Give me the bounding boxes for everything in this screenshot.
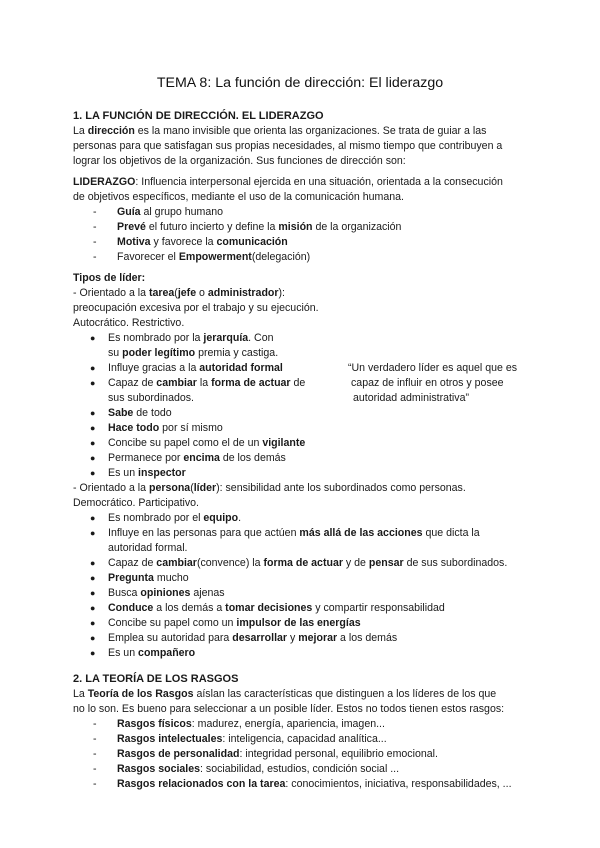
bold-term: LIDERAZGO	[73, 176, 136, 188]
tarea-leader-intro	[73, 286, 535, 331]
text-run: Emplea su autoridad para	[108, 632, 233, 644]
text-run: al grupo humano	[140, 206, 224, 218]
bold-term: Rasgos de personalidad	[117, 748, 240, 760]
text-line	[73, 175, 535, 190]
bullet-icon: ●	[90, 603, 96, 613]
bold-term: Rasgos físicos	[117, 718, 192, 730]
bold-term: jerarquía	[203, 332, 249, 344]
text-run: de objetivos específicos, mediante el uso de la comunicación humana.	[73, 191, 404, 203]
text-run: Influye en las personas para que actúen	[108, 527, 300, 539]
list-item	[73, 616, 535, 631]
list-item-continuation	[73, 541, 535, 556]
leader-quote: capaz de influir en otros y posee	[351, 377, 504, 389]
bold-term: Pregunta	[108, 572, 154, 584]
text-run: (convence) la	[196, 557, 264, 569]
text-run: el futuro incierto y define la	[145, 221, 279, 233]
text-run: (	[190, 482, 194, 494]
bullet-icon: ●	[90, 468, 96, 478]
text-run: Favorecer el	[117, 251, 179, 263]
list-item	[73, 717, 535, 732]
text-run: personas para que satisfagan sus propias necesidades, al mismo tiempo que contribuyen a	[73, 140, 503, 152]
list-item	[73, 466, 535, 481]
text-run: (delegación)	[251, 251, 311, 263]
text-run: de los demás	[219, 452, 286, 464]
bold-term: desarrollar	[232, 632, 288, 644]
bullet-icon: ●	[90, 648, 96, 658]
bold-term: Sabe	[108, 407, 134, 419]
bold-term: mejorar	[298, 632, 338, 644]
rasgos-list	[73, 717, 535, 792]
bullet-icon: ●	[90, 588, 96, 598]
bold-term: Rasgos intelectuales	[117, 733, 223, 745]
list-item	[73, 777, 535, 792]
bold-term: forma de actuar	[211, 377, 291, 389]
bold-term: Rasgos relacionados con la tarea	[117, 778, 286, 790]
text-run: : madurez, energía, apariencia, imagen...	[191, 718, 385, 730]
bold-term: poder legítimo	[122, 347, 196, 359]
text-run: es la mano invisible que orienta las organizaciones. Se trata de guiar a las	[134, 125, 487, 137]
bold-term: vigilante	[262, 437, 306, 449]
bold-term: Prevé	[117, 221, 146, 233]
text-run: y compartir responsabilidad	[312, 602, 445, 614]
text-line	[73, 139, 535, 154]
text-line	[73, 154, 535, 169]
bold-term: Empowerment	[178, 251, 252, 263]
bold-term: misión	[278, 221, 313, 233]
text-run: : sociabilidad, estudios, condición social ...	[200, 763, 400, 775]
text-line	[73, 286, 535, 301]
text-run: su	[108, 347, 123, 359]
text-line	[73, 481, 535, 496]
bold-term: autoridad formal	[199, 362, 283, 374]
bullet-icon: ●	[90, 558, 96, 568]
liderazgo-definition	[73, 175, 535, 205]
list-item	[73, 361, 535, 376]
list-item	[73, 250, 535, 265]
section-1-intro	[73, 124, 535, 169]
text-run: sus subordinados.	[108, 392, 194, 404]
list-item	[73, 205, 535, 220]
text-run: ajenas	[190, 587, 225, 599]
bullet-icon: ●	[90, 573, 96, 583]
bold-term: pensar	[368, 557, 404, 569]
bullet-icon: ●	[90, 513, 96, 523]
bullet-icon: ●	[90, 408, 96, 418]
list-item	[73, 451, 535, 466]
text-run: . Con	[248, 332, 274, 344]
text-run: de todo	[133, 407, 172, 419]
text-run: a los demás a	[153, 602, 226, 614]
text-run: Capaz de	[108, 557, 157, 569]
bold-term: opiniones	[140, 587, 191, 599]
list-item	[73, 406, 535, 421]
bold-term: cambiar	[156, 557, 197, 569]
text-run: preocupación excesiva por el trabajo y su ejecución.	[73, 302, 319, 314]
bold-term: cambiar	[156, 377, 197, 389]
text-run: - Orientado a la	[73, 482, 149, 494]
list-item	[73, 220, 535, 235]
list-item	[73, 511, 535, 526]
list-item	[73, 331, 535, 346]
text-run: aíslan las características que distinguen a los líderes de los que	[193, 688, 497, 700]
text-run: Es un	[108, 467, 139, 479]
bold-term: Hace todo	[108, 422, 160, 434]
text-run: y	[287, 632, 299, 644]
text-run: Autocrático. Restrictivo.	[73, 317, 185, 329]
text-run: de	[290, 377, 306, 389]
bullet-icon: ●	[90, 378, 96, 388]
text-run: no lo son. Es bueno para seleccionar a un posible líder. Estos no todos tienen estos rasgos:	[73, 703, 505, 715]
text-run: Busca	[108, 587, 141, 599]
text-line	[73, 124, 535, 139]
text-run: Concibe su papel como un	[108, 617, 237, 629]
bold-term: equipo	[203, 512, 239, 524]
tarea-leader-list	[73, 331, 535, 481]
list-item	[73, 436, 535, 451]
list-item	[73, 586, 535, 601]
text-line	[73, 702, 535, 717]
text-run: : inteligencia, capacidad analítica...	[222, 733, 387, 745]
text-line	[73, 316, 535, 331]
text-run: Es un	[108, 647, 139, 659]
bold-term: más allá de las acciones	[299, 527, 423, 539]
bullet-icon: ●	[90, 453, 96, 463]
text-run: por sí mismo	[159, 422, 223, 434]
text-run: mucho	[153, 572, 189, 584]
text-run: ): sensibilidad ante los subordinados como personas.	[216, 482, 466, 494]
bullet-icon: ●	[90, 423, 96, 433]
bold-term: tomar decisiones	[225, 602, 313, 614]
bold-term: Teoría de los Rasgos	[87, 688, 194, 700]
list-item	[73, 376, 535, 391]
text-run: Permanece por	[108, 452, 184, 464]
bullet-icon: ●	[90, 528, 96, 538]
text-run: que dicta la	[422, 527, 480, 539]
list-item	[73, 732, 535, 747]
text-run: a los demás	[337, 632, 398, 644]
bold-term: dirección	[87, 125, 135, 137]
bullet-icon: ●	[90, 363, 96, 373]
text-run: lograr los objetivos de la organización. Sus funciones de dirección son:	[73, 155, 406, 167]
text-run: : integridad personal, equilibrio emocional.	[239, 748, 438, 760]
text-run: - Orientado a la	[73, 287, 149, 299]
text-run: autoridad formal.	[108, 542, 188, 554]
text-run: o	[196, 287, 208, 299]
bullet-icon: ●	[90, 618, 96, 628]
bold-term: administrador	[207, 287, 279, 299]
document-body	[73, 104, 535, 792]
bullet-icon: ●	[90, 633, 96, 643]
list-item	[73, 646, 535, 661]
text-run: La	[73, 688, 88, 700]
text-run: de la organización	[312, 221, 402, 233]
bold-term: compañero	[138, 647, 196, 659]
bold-term: tarea	[148, 287, 175, 299]
tipos-de-lider-heading: Tipos de líder:	[73, 272, 146, 284]
bold-term: persona	[148, 482, 191, 494]
list-item	[73, 235, 535, 250]
section-2-heading: 2. LA TEORÍA DE LOS RASGOS	[73, 673, 239, 685]
text-run: La	[73, 125, 88, 137]
section-2-intro	[73, 687, 535, 717]
bullet-icon: ●	[90, 438, 96, 448]
text-run: la	[196, 377, 212, 389]
text-run: : Influencia interpersonal ejercida en una situación, orientada a la consecución	[135, 176, 503, 188]
bold-term: Motiva	[117, 236, 151, 248]
persona-leader-intro	[73, 481, 535, 511]
text-run: (	[174, 287, 178, 299]
text-run: de sus subordinados.	[403, 557, 508, 569]
text-line	[73, 190, 535, 205]
bold-term: Guía	[117, 206, 141, 218]
list-item	[73, 601, 535, 616]
bold-term: encima	[183, 452, 220, 464]
leader-quote: “Un verdadero líder es aquel que es	[348, 362, 518, 374]
text-run: Democrático. Participativo.	[73, 497, 199, 509]
text-run: : conocimientos, iniciativa, responsabilidades, ...	[285, 778, 512, 790]
leader-quote: autoridad administrativa”	[353, 392, 469, 404]
list-item	[73, 556, 535, 571]
list-item	[73, 571, 535, 586]
list-item	[73, 526, 535, 541]
list-item	[73, 631, 535, 646]
text-run: .	[238, 512, 242, 524]
text-run: ):	[278, 287, 285, 299]
bold-term: Rasgos sociales	[117, 763, 201, 775]
bold-term: impulsor de las energías	[236, 617, 361, 629]
leadership-functions-list	[73, 205, 535, 265]
bold-term: líder	[193, 482, 217, 494]
text-run: Es nombrado por el	[108, 512, 204, 524]
bold-term: forma de actuar	[263, 557, 343, 569]
persona-leader-list	[73, 511, 535, 661]
section-1-heading: 1. LA FUNCIÓN DE DIRECCIÓN. EL LIDERAZGO	[73, 110, 324, 122]
bold-term: inspector	[138, 467, 186, 479]
bold-term: jefe	[177, 287, 197, 299]
text-run: Influye gracias a la	[108, 362, 200, 374]
bullet-icon: ●	[90, 333, 96, 343]
bold-term: Conduce	[108, 602, 154, 614]
text-run: Capaz de	[108, 377, 157, 389]
list-item	[73, 762, 535, 777]
text-run: y de	[342, 557, 369, 569]
text-line	[73, 496, 535, 511]
list-item-continuation	[73, 391, 535, 406]
text-run: y favorece la	[150, 236, 217, 248]
bold-term: comunicación	[216, 236, 288, 248]
text-run: premia y castiga.	[195, 347, 279, 359]
list-item-continuation	[73, 346, 535, 361]
list-item	[73, 421, 535, 436]
text-line	[73, 301, 535, 316]
list-item	[73, 747, 535, 762]
text-run: Concibe su papel como el de un	[108, 437, 263, 449]
text-line	[73, 687, 535, 702]
page-title: TEMA 8: La función de dirección: El liderazgo	[156, 75, 444, 91]
text-run: Es nombrado por la	[108, 332, 204, 344]
